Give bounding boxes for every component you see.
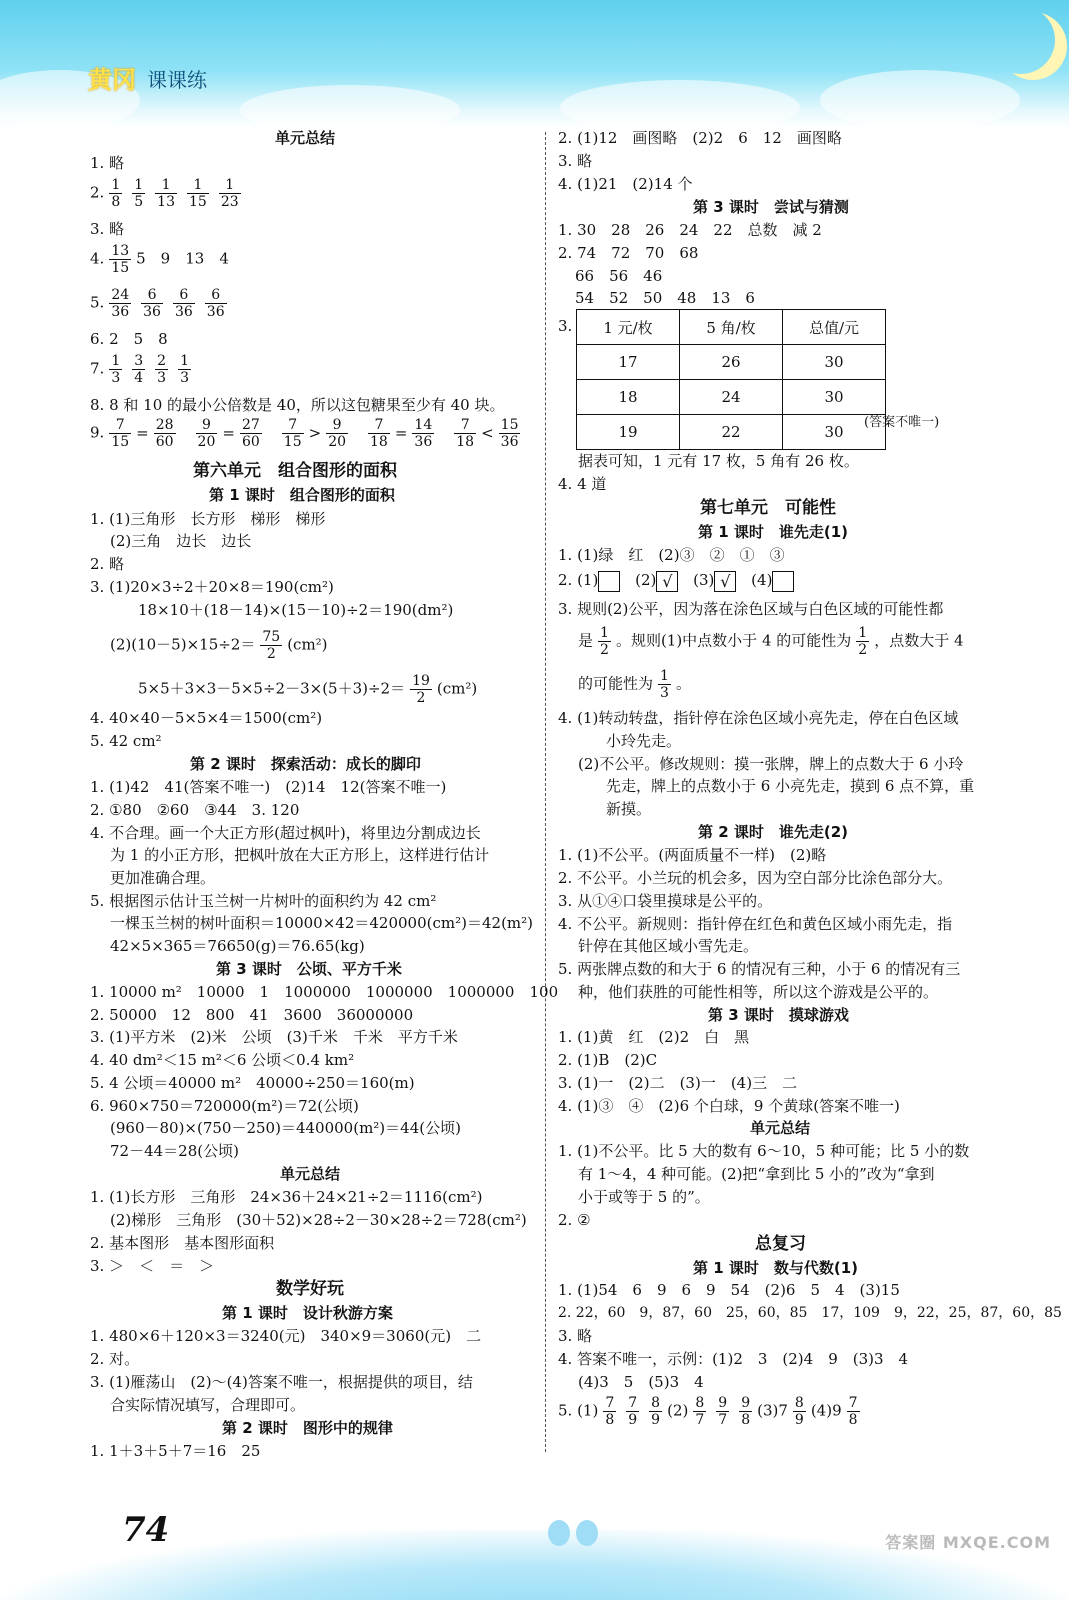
numerator: 9 [718, 1395, 728, 1411]
numerator: 8 [794, 1395, 804, 1411]
answer-text: 是 [578, 631, 594, 650]
answer-text: (cm²) [287, 635, 328, 654]
answer-line: 新摸。 [606, 800, 652, 818]
table-cell: 30 [783, 345, 886, 380]
table-row [577, 345, 886, 380]
tree-icon [576, 1520, 598, 1546]
section-title: 单元总结 [275, 129, 336, 147]
denominator: 36 [206, 304, 225, 320]
answer-line: 3. 略 [558, 1327, 593, 1345]
answer-line: 2. 50000 12 800 41 3600 36000000 [90, 1006, 414, 1024]
denominator: 20 [328, 434, 347, 450]
numerator: 6 [141, 287, 163, 304]
answer-line: 1. 480×6＋120×3＝3240(元) 340×9＝3060(元) 二 [90, 1327, 482, 1345]
watermark-text: MXQE.COM [942, 1533, 1051, 1552]
denominator: 9 [628, 1412, 638, 1428]
unit-title: 第六单元 组合图形的面积 [193, 461, 397, 481]
answer-line: 3. (1)20×3÷2＋20×8＝190(cm²) [90, 578, 334, 596]
answer-line: 1. (1)黄 红 (2)2 白 黑 [558, 1028, 750, 1046]
fraction [141, 287, 163, 320]
lesson-title: 第 2 课时 探索活动：成长的脚印 [190, 755, 421, 773]
denominator: 7 [695, 1412, 705, 1428]
fraction [173, 287, 195, 320]
fraction [739, 1395, 752, 1428]
denominator: 60 [155, 434, 174, 450]
lesson-title: 第 3 课时 摸球游戏 [708, 1006, 849, 1024]
denominator: 36 [500, 434, 519, 450]
fraction [109, 243, 131, 276]
answer-line [90, 353, 196, 386]
table-header-row [577, 310, 886, 345]
numerator: 8 [695, 1395, 705, 1411]
denominator: 36 [414, 434, 433, 450]
answer-line: (960－80)×(750－250)＝440000(m²)＝44(公顷) [110, 1119, 461, 1137]
unit-title: 第七单元 可能性 [700, 498, 836, 518]
fraction [282, 417, 304, 450]
denominator: 4 [134, 370, 144, 386]
answer-text: ，点数大于 4 [874, 631, 964, 650]
fraction [196, 417, 218, 450]
answer-line: 54 52 50 48 13 6 [575, 289, 755, 307]
answer-line: 1. 30 28 26 24 22 总数 减 2 [558, 221, 822, 239]
answer-line: 8. 8 和 10 的最小公倍数是 40，所以这包糖果至少有 40 块。 [90, 396, 505, 414]
answer-line [578, 668, 691, 701]
answer-line: 据表可知，1 元有 17 枚，5 角有 26 枚。 [578, 452, 859, 470]
answer-line [558, 569, 794, 592]
answer-line: 种，他们获胜的可能性相等，所以这个游戏是公平的。 [578, 983, 939, 1001]
denominator: 3 [180, 370, 189, 386]
unit-title: 数学好玩 [276, 1279, 344, 1299]
answer-line: 1. (1)绿 红 (2)③ ② ① ③ [558, 546, 785, 564]
answer-line: 4. 不公平。新规则：指针停在红色和黄色区域小雨先走，指 [558, 915, 953, 933]
item-number: 3. [558, 317, 573, 335]
fraction [410, 673, 432, 706]
numerator: 1 [600, 625, 609, 641]
answer-line: 2. 74 72 70 68 [558, 244, 699, 262]
answer-line: 2. (1)B (2)C [558, 1051, 658, 1069]
lesson-title: 第 3 课时 公顷、平方千米 [216, 960, 402, 978]
lesson-title: 第 1 课时 组合图形的面积 [209, 486, 395, 504]
fraction [649, 1395, 662, 1428]
numerator: 1 [187, 177, 209, 194]
item-number: 2. (1) [558, 571, 599, 589]
denominator: 2 [858, 642, 868, 658]
table-header: 总值/元 [783, 310, 886, 345]
item-number: (3) [693, 571, 715, 589]
numerator: 7 [368, 417, 390, 434]
answer-line: 4. 40 dm²＜15 m²＜6 公顷＜0.4 km² [90, 1051, 355, 1069]
answer-line [558, 1395, 865, 1428]
numerator: 1 [111, 353, 121, 369]
denominator: 36 [111, 304, 130, 320]
item-number: (2) [667, 1401, 689, 1420]
answer-line: 针停在其他区域小雪先走。 [578, 937, 759, 955]
answer-line: 4. 4 道 [558, 475, 607, 493]
denominator: 9 [651, 1412, 661, 1428]
fraction [109, 417, 131, 450]
denominator: 8 [741, 1412, 751, 1428]
numerator: 1 [134, 177, 144, 193]
brand-logo: 黄冈 [88, 66, 136, 94]
denominator: 36 [174, 304, 193, 320]
fraction [856, 625, 869, 658]
answer-line: 5. 42 cm² [90, 732, 162, 750]
section-title: 单元总结 [750, 1119, 811, 1137]
answer-line: 2. 不公平。小兰玩的机会多，因为空白部分比涂色部分大。 [558, 869, 953, 887]
fraction [716, 1395, 729, 1428]
comparison-operator: > [308, 423, 322, 442]
answer-line [90, 287, 232, 320]
numerator: 19 [412, 673, 430, 689]
table-cell: 19 [577, 415, 680, 450]
answer-line: 1. 略 [90, 154, 125, 172]
numerator: 7 [848, 1395, 858, 1411]
answer-line: 42×5×365＝76650(g)＝76.65(kg) [110, 937, 365, 955]
answer-line: 1. (1)42 41(答案不唯一) (2)14 12(答案不唯一) [90, 778, 447, 796]
fraction [219, 177, 241, 210]
table-row [577, 415, 886, 450]
answer-text: (2)(10－5)×15÷2＝ [110, 635, 256, 654]
lesson-title: 第 2 课时 图形中的规律 [222, 1419, 393, 1437]
denominator: 8 [848, 1412, 858, 1428]
answer-line: 2. 对。 [90, 1350, 140, 1368]
fraction-group [598, 1395, 667, 1428]
denominator: 20 [197, 434, 216, 450]
answer-line: (2)不公平。修改规则：摸一张牌，牌上的点数大于 6 小玲 [578, 755, 964, 773]
answer-line: 3. ＞ ＜ ＝ ＞ [90, 1257, 215, 1275]
fraction [132, 353, 145, 386]
fraction [178, 353, 191, 386]
answer-line: 2. ② [558, 1211, 591, 1229]
denominator: 7 [718, 1412, 728, 1428]
denominator: 23 [220, 194, 239, 210]
answer-line: 4. (1)21 (2)14 个 [558, 175, 693, 193]
numerator: 1 [111, 177, 121, 193]
item-number: (4) [751, 571, 773, 589]
denominator: 15 [188, 194, 207, 210]
section-title: 单元总结 [280, 1165, 341, 1183]
denominator: 3 [157, 370, 167, 386]
fraction-group [104, 287, 231, 320]
numerator: 1 [219, 177, 241, 194]
fraction-group [104, 243, 136, 276]
answer-line: 一棵玉兰树的树叶面积＝10000×42＝420000(cm²)＝42(m²) [110, 914, 534, 932]
column-divider [545, 132, 546, 1452]
answer-line: 更加准确合理。 [110, 869, 216, 887]
numerator: 7 [109, 417, 131, 434]
numerator: 9 [196, 417, 218, 434]
denominator: 15 [111, 434, 130, 450]
fraction-group [688, 1395, 757, 1428]
numerator: 1 [858, 625, 868, 641]
fraction [260, 629, 282, 662]
table-cell: 17 [577, 345, 680, 380]
numerator: 75 [262, 629, 281, 645]
header-subtitle: 课课练 [147, 68, 207, 92]
answer-line: 小于或等于 5 的”。 [578, 1188, 710, 1206]
answer-line: 2. 22，60 9，87，60 25，60，85 17，109 9，22，25，87，60，85 [558, 1305, 1062, 1321]
denominator: 13 [157, 194, 175, 210]
table-header: 1 元/枚 [577, 310, 680, 345]
denominator: 5 [134, 194, 144, 210]
answer-line: 4. 答案不唯一，示例：(1)2 3 (2)4 9 (3)3 4 [558, 1350, 909, 1368]
answer-line: 4. 不合理。画一个大正方形(超过枫叶)，将里边分割成边长 [90, 824, 481, 842]
item-number: 5. [90, 293, 105, 312]
answer-line: 18×10＋(18－14)×(15－10)÷2＝190(dm²) [138, 601, 454, 619]
comparison-operator: < [481, 423, 494, 442]
fraction [109, 177, 122, 210]
answer-line: 1. (1)54 6 9 6 9 54 (2)6 5 4 (3)15 [558, 1281, 900, 1299]
item-number: 2. [90, 183, 105, 202]
answer-line: 3. (1)雁荡山 (2)～(4)答案不唯一，根据提供的项目，结 [90, 1373, 473, 1391]
fraction [109, 353, 122, 386]
fraction [155, 177, 177, 210]
numerator: 2 [157, 353, 167, 369]
table-row [577, 380, 886, 415]
numerator: 9 [326, 417, 348, 434]
answer-line: 有 1～4，4 种可能。(2)把“拿到比 5 小的”改为“拿到 [578, 1165, 935, 1183]
answer-text: (3)7 [757, 1401, 788, 1420]
denominator: 3 [111, 370, 121, 386]
answer-line: 1. (1)不公平。(两面质量不一样) (2)略 [558, 846, 827, 864]
answer-box [598, 571, 620, 592]
fraction [205, 287, 227, 320]
answer-line: 4. (1)转动转盘，指针停在涂色区域小亮先走，停在白色区域 [558, 709, 959, 727]
fraction [793, 1395, 806, 1428]
answer-line [90, 417, 525, 450]
numerator: 7 [282, 417, 304, 434]
watermark-text: 答案圈 [885, 1533, 937, 1552]
lesson-title: 第 3 课时 尝试与猜测 [693, 198, 849, 216]
fraction [847, 1395, 860, 1428]
answer-text: (cm²) [436, 679, 478, 698]
page-number: 74 [122, 1510, 170, 1550]
numerator: 7 [605, 1395, 615, 1411]
denominator: 8 [605, 1412, 615, 1428]
fraction [132, 177, 145, 210]
answer-line: (4)3 5 (5)3 4 [578, 1373, 704, 1391]
answer-line: 4. 40×40－5×5×4＝1500(cm²) [90, 709, 323, 727]
page-header [0, 0, 1069, 128]
answer-line [90, 243, 229, 276]
answer-line: 4. (1)③ ④ (2)6 个白球，9 个黄球(答案不唯一) [558, 1097, 900, 1115]
answer-line: 先走，牌上的点数小于 6 小亮先走，摸到 6 点不算，重 [606, 777, 975, 795]
answer-line: 1. (1)三角形 长方形 梯形 梯形 [90, 510, 326, 528]
item-number: 4. [90, 249, 105, 268]
answer-line: (2)三角 边长 边长 [110, 532, 252, 550]
table-cell: 30 [783, 415, 886, 450]
answer-line: 3. 规则(2)公平，因为落在涂色区域与白色区域的可能性都 [558, 600, 944, 618]
comparison-operator: = [136, 423, 149, 442]
numerator: 28 [155, 417, 174, 433]
numerator: 15 [500, 417, 519, 433]
answer-text: 。 [675, 674, 691, 693]
denominator: 18 [370, 434, 388, 450]
numerator: 8 [651, 1395, 661, 1411]
answer-text: 的可能性为 [578, 674, 654, 693]
denominator: 36 [143, 304, 161, 320]
denominator: 15 [283, 434, 302, 450]
lesson-title: 第 1 课时 设计秋游方案 [222, 1304, 393, 1322]
table-cell: 24 [680, 380, 783, 415]
denominator: 2 [416, 690, 426, 706]
numerator: 13 [111, 243, 130, 259]
watermark [885, 1530, 1051, 1553]
table-note: (答案不唯一) [864, 415, 940, 430]
answer-line: 3. 从①④口袋里摸球是公平的。 [558, 892, 773, 910]
numerator: 14 [414, 417, 433, 433]
fraction [693, 1395, 706, 1428]
answer-line: 2. (1)12 画图略 (2)2 6 12 画图略 [558, 129, 842, 147]
fraction [412, 417, 434, 450]
item-number: 5. (1) [558, 1401, 599, 1420]
fraction [154, 417, 176, 450]
table-cell: 22 [680, 415, 783, 450]
numerator: 6 [205, 287, 227, 304]
numerator: 7 [628, 1395, 638, 1411]
coin-table [576, 309, 886, 450]
fraction [454, 417, 476, 450]
answer-line [578, 625, 964, 658]
answer-line: 3. (1)平方米 (2)米 公顷 (3)千米 千米 平方千米 [90, 1028, 458, 1046]
answer-line: 2. 基本图形 基本图形面积 [90, 1234, 275, 1252]
moon-icon [987, 6, 1055, 74]
numerator: 27 [241, 417, 260, 433]
fraction [109, 287, 131, 320]
answer-line: 1. 10000 m² 10000 1 1000000 1000000 1000000 100 [90, 983, 559, 1001]
fraction-group [104, 177, 245, 210]
numerator: 1 [660, 668, 669, 684]
answer-line [90, 177, 246, 210]
answer-text: 5 9 13 4 [136, 249, 229, 268]
answer-line [138, 673, 477, 706]
numerator: 1 [180, 353, 189, 369]
answer-line: 合实际情况填写，合理即可。 [110, 1396, 306, 1414]
answer-line: 66 56 46 [575, 267, 663, 285]
lesson-title: 第 2 课时 谁先走(2) [698, 823, 849, 841]
answer-line: 3. (1)一 (2)二 (3)一 (4)三 二 [558, 1074, 798, 1092]
answer-box-checked: √ [714, 571, 736, 592]
denominator: 9 [794, 1412, 804, 1428]
numerator: 3 [134, 353, 144, 369]
fraction [187, 177, 209, 210]
answer-line: 6. 2 5 8 [90, 330, 168, 348]
answer-line [110, 629, 328, 662]
table-cell: 30 [783, 380, 886, 415]
answer-line: (2)梯形 三角形 (30＋52)×28÷2－30×28÷2＝728(cm²) [110, 1211, 527, 1229]
lesson-title: 第 1 课时 数与代数(1) [693, 1259, 859, 1277]
answer-line: 5. 根据图示估计玉兰树一片树叶的面积约为 42 cm² [90, 892, 437, 910]
fraction [326, 417, 348, 450]
fraction [240, 417, 262, 450]
lesson-title: 第 1 课时 谁先走(1) [698, 523, 849, 541]
denominator: 15 [111, 260, 130, 276]
answer-box-checked: √ [656, 571, 678, 592]
answer-line: 1. (1)不公平。比 5 大的数有 6～10，5 种可能；比 5 小的数 [558, 1142, 970, 1160]
denominator: 18 [456, 434, 475, 450]
answer-line: 1. (1)长方形 三角形 24×36＋24×21÷2＝1116(cm²) [90, 1188, 483, 1206]
answer-line: 3. 略 [558, 152, 593, 170]
answer-line: 1. 1＋3＋5＋7＝16 25 [90, 1442, 261, 1460]
answer-line: 72－44＝28(公顷) [110, 1142, 239, 1160]
unit-title: 总复习 [755, 1234, 806, 1254]
comparison-operator: = [394, 423, 408, 442]
numerator: 24 [111, 287, 130, 303]
answer-line: 3. 略 [90, 220, 125, 238]
denominator: 60 [241, 434, 260, 450]
answer-line: 2. ①80 ②60 ③44 3. 120 [90, 801, 300, 819]
denominator: 3 [660, 685, 669, 701]
item-number: (2) [635, 571, 657, 589]
answer-line: 小玲先走。 [606, 732, 682, 750]
numerator: 9 [741, 1395, 751, 1411]
answer-line: 2. 略 [90, 555, 125, 573]
fraction-group [104, 353, 196, 386]
numerator: 6 [173, 287, 195, 304]
fraction [603, 1395, 616, 1428]
item-number: 9. [90, 423, 105, 442]
answer-text: (4)9 [810, 1401, 842, 1420]
fraction [368, 417, 390, 450]
denominator: 2 [600, 642, 609, 658]
answer-line: 6. 960×750＝720000(m²)＝72(公顷) [90, 1097, 359, 1115]
denominator: 8 [111, 194, 121, 210]
answer-line: 5. 两张牌点数的和大于 6 的情况有三种，小于 6 的情况有三 [558, 960, 961, 978]
table-cell: 18 [577, 380, 680, 415]
tree-icon [548, 1520, 570, 1546]
numerator: 7 [454, 417, 476, 434]
answer-box [772, 571, 794, 592]
denominator: 2 [266, 646, 276, 662]
table-header: 5 角/枚 [680, 310, 783, 345]
numerator: 1 [155, 177, 177, 194]
fraction-comparisons [104, 417, 525, 450]
comparison-operator: = [222, 423, 235, 442]
answer-text: 5×5＋3×3－5×5÷2－3×(5＋3)÷2＝ [138, 679, 406, 698]
answer-text: 。规则(1)中点数小于 4 的可能性为 [615, 631, 852, 650]
fraction [155, 353, 168, 386]
fraction [658, 668, 671, 701]
fraction [598, 625, 611, 658]
answer-line: 5. 4 公顷＝40000 m² 40000÷250＝160(m) [90, 1074, 415, 1092]
fraction [626, 1395, 639, 1428]
table-cell: 26 [680, 345, 783, 380]
answer-line: 为 1 的小正方形，把枫叶放在大正方形上，这样进行估计 [110, 846, 490, 864]
fraction [499, 417, 521, 450]
item-number: 7. [90, 359, 105, 378]
